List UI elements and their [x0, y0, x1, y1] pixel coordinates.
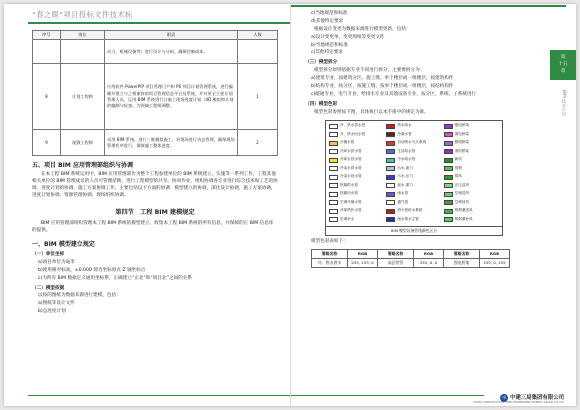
legend-swatch [386, 217, 395, 222]
legend-item [329, 182, 384, 189]
legend-swatch [444, 141, 453, 146]
th-rgb: RGB [414, 249, 444, 258]
legend-swatch [329, 141, 338, 146]
legend-label: 热水给水 [397, 123, 412, 128]
legend-swatch [329, 217, 338, 222]
legend-label: 污水-重力 [397, 165, 413, 170]
legend-item [329, 123, 384, 130]
cell-rgb: 255, 153, 0 [348, 258, 378, 267]
legend-label: 空调补水 [340, 216, 355, 221]
legend-label: 空调回风 [454, 199, 470, 204]
legend-swatch [329, 158, 338, 163]
cell-pipe-name: 高区给管 [378, 258, 414, 267]
legend-label: 排烟兼补风 [454, 216, 473, 221]
cell-count: 2 [238, 130, 278, 156]
legend-item [386, 174, 441, 181]
list-item: b)结构专业，按分区、按施工缝、按单个楼层或一组楼层，按结构构件 [311, 84, 454, 90]
legend-label: 通气管 [397, 199, 409, 204]
legend-item [329, 191, 384, 198]
cell-pipe-name: 冷、热水供水 [312, 258, 348, 267]
cell-rgb: 255, 0, 255 [480, 258, 510, 267]
cell-role: 计划工程师 [61, 64, 105, 130]
legend-label: 冷却水回水管 [340, 157, 362, 162]
legend-item [329, 174, 384, 181]
legend-item [329, 199, 384, 206]
legend-swatch [386, 166, 395, 171]
legend-item [386, 148, 441, 155]
company-logo-icon: 中 [502, 394, 507, 400]
legend-item [444, 123, 499, 130]
legend-swatch [386, 183, 395, 188]
legend-item [444, 140, 499, 147]
th-count: 人数 [238, 31, 278, 40]
subsection-2-intro: 以按的图纸为数据来源进行建模，包括： [38, 293, 121, 299]
legend-item [444, 191, 499, 198]
legend-swatch [444, 192, 453, 197]
legend-swatch [329, 175, 338, 180]
cell-duty: 应用软件 PowerPIP 项目管理门户和 P6 项目计划管理系统，进行编制并建立与之相兼容的项目管理信息平台及系统，并对更全主要计划管理人员，运用 BIM 系统进行计施工现场进度计划（4D 模拟和计划的编制与检查。为领域工程师调整。 [105, 64, 238, 130]
document-spread [4, 4, 576, 406]
th-role: 岗位 [61, 31, 105, 40]
legend-swatch [386, 209, 395, 214]
list-item: d)其他特定要求 [311, 18, 344, 24]
legend-label: 冷、热水供水管 [340, 123, 366, 128]
legend-swatch [386, 132, 395, 137]
legend-swatch [329, 166, 338, 171]
legend-item [444, 182, 499, 189]
left-content [32, 30, 278, 317]
company-logo [473, 394, 564, 405]
th-pipe-name: 管路名称 [312, 249, 348, 258]
legend-swatch [386, 158, 395, 163]
legend-item [386, 165, 441, 172]
legend-swatch [329, 192, 338, 197]
cell-pipe-name: 强电桥架 [444, 258, 480, 267]
cell-count: 1 [238, 64, 278, 130]
legend-swatch [444, 124, 453, 129]
cell-duty: 动力、机械设备等）进行设计与分析，确保控制成本。 [105, 40, 238, 64]
th-duty: 职责 [105, 31, 238, 40]
legend-label: 排烟 [454, 165, 462, 170]
legend-label: 冷却水供水管 [340, 148, 362, 153]
left-page [4, 4, 290, 406]
right-content [305, 10, 548, 268]
side-tab-line: 十五 [558, 61, 568, 67]
side-caption: BIM 技术应用 [562, 90, 567, 116]
legend-swatch [444, 200, 453, 205]
legend-item [386, 182, 441, 189]
legend-item [444, 199, 499, 206]
legend-item [444, 208, 499, 215]
cell-role [61, 40, 105, 64]
legend-label: 冷却塔补水管 [340, 208, 362, 213]
header-rule [28, 22, 290, 24]
legend-label: 消火栓给水系统 [397, 208, 423, 213]
legend-label: 消防桥架 [454, 148, 470, 153]
cell-role: 视频工程师 [61, 130, 105, 156]
legend-swatch [386, 141, 395, 146]
list-item: a)设计变更单、变更图纸等变更文件 [311, 34, 385, 40]
legend-label: 雨水排水主管 [397, 216, 419, 221]
cell-no [33, 40, 61, 64]
legend-swatch [386, 200, 395, 205]
th-pipe-name: 管路名称 [444, 249, 480, 258]
legend-label: 空调冷凝水管 [340, 199, 362, 204]
list-item: c)为所有 BIM 数据定义通用坐标系，正确建立“正北”和“项目北”之间的关系 [38, 275, 192, 281]
legend-label: 排风 [454, 174, 462, 179]
table-row [33, 64, 278, 130]
subsection-1-title: （一）单位坐标 [32, 251, 65, 257]
legend-label: 冷冻水供水管 [340, 165, 362, 170]
legend-swatch [329, 149, 338, 154]
legend-swatch [444, 149, 453, 154]
footer-rule [291, 395, 484, 396]
section-3-title: （三）模型拆分 [305, 60, 338, 66]
legend-item [444, 165, 499, 172]
role-table-header [33, 31, 278, 40]
pipe-table-header [312, 249, 510, 258]
legend-swatch [329, 124, 338, 129]
chapter-4-title: 第四节 工程 BIM 建模规定 [115, 208, 195, 216]
legend-swatch [444, 183, 453, 188]
th-rgb: RGB [348, 249, 378, 258]
legend-label: 强电桥架 [454, 123, 470, 128]
side-tab-line: 第 [560, 55, 566, 60]
table-row [33, 130, 278, 156]
subsection-2-title: （二）模型依据 [32, 285, 65, 291]
section-3-intro: 模型拆分原则依据专业不同进行拆分，主要要拆分为： [314, 68, 425, 74]
section-5-paragraph: 在本工程 BIM 系统运用中，BIM 应用管理部作为整个工程参建单位的 BIM 系统建立、实施等一系列工作，工程其他相关单位的 BIM 管理成员的人员可管理范畴，进行工程模型的共享、协同作业，组织协调各专业进行综合技术和工艺的协调，进度计划的协调，施工方案协调工作。主要包括以下方面的协调：模型建立的协调，深化设计协调，施工方案协调，进度计划协调，资源管理协调，现场组织协调。 [32, 172, 278, 198]
legend-item [386, 191, 441, 198]
cell-duty: 采用 BIM 系统，进行三维模拟施工，对现场进行动态管理，确保现场管理有序进行，保障施工整体进度。 [105, 130, 238, 156]
legend-item [329, 157, 384, 164]
legend-swatch [386, 149, 395, 154]
list-item: b)当地规范和标准 [311, 42, 348, 48]
section-4-intro: 模型色彩参照如下图，具体执行以本手册中的规定为准。 [314, 109, 429, 115]
legend-label: 照明桥架 [454, 140, 470, 145]
list-item: c)当地规范和标准 [311, 11, 348, 16]
header-rule [291, 5, 566, 7]
legend-label: 正压送风 [454, 182, 470, 187]
legend-swatch [329, 200, 338, 205]
header-title: “春之眼”项目投标文件技术标 [32, 10, 133, 19]
list-item: a)图纸等设计文件 [38, 301, 75, 307]
legend-label: 自动喷水灭火系统 [397, 140, 427, 145]
legend-item [386, 140, 441, 147]
legend-item [444, 157, 499, 164]
chapter-4-paragraph: BIM 应用管理部组织管理本工程 BIM 系统的模型建立、收集本工程 BIM 系统的所有信息，并保障的正 BIM 信息库的提供。 [32, 221, 274, 234]
color-legend [325, 120, 503, 236]
legend-label: 冷、热水回水管 [340, 131, 366, 136]
footer-rule [28, 395, 290, 396]
legend-swatch [444, 158, 453, 163]
legend-label: 热媒回水管 [340, 191, 358, 196]
legend-label: 雨水管 [397, 191, 409, 196]
legend-item [329, 131, 384, 138]
legend-label: 热媒供水管 [340, 182, 358, 187]
th-pipe-name: 管路名称 [378, 249, 414, 258]
pipe-color-table [311, 249, 510, 268]
cell-count [238, 40, 278, 64]
section-1-title: 一、BIM 模型建立规定 [32, 240, 95, 248]
change-intro: 根据设计变更为数据来源进行模型更新，包括： [314, 26, 411, 32]
table-row [312, 258, 510, 267]
company-name: 中建三局集团有限公司 [510, 394, 564, 401]
legend-item [329, 140, 384, 147]
legend-swatch [386, 124, 395, 129]
legend-swatch [386, 175, 395, 180]
list-item: c)暖通专业，电气专业，给排水专业及其他设备专业，按分区，系统、子系统进行 [311, 91, 477, 97]
list-item: b)使用相对标高，±0.000 即为坐标原点 Z 轴坐标点 [38, 267, 146, 273]
legend-swatch [444, 175, 453, 180]
legend-label: 中水给水管 [397, 157, 416, 162]
legend-item [444, 216, 499, 223]
legend-swatch [329, 209, 338, 214]
legend-item [386, 131, 441, 138]
right-page [290, 4, 576, 406]
th-no: 序号 [33, 31, 61, 40]
legend-label: 污水-压力 [397, 174, 413, 179]
legend-swatch [444, 166, 453, 171]
legend-label: 空调送风 [454, 191, 470, 196]
legend-swatch [329, 183, 338, 188]
list-item: c)其他特定要求 [311, 50, 343, 56]
cell-no: 8 [33, 64, 61, 130]
legend-item [386, 123, 441, 130]
legend-label: 废水-重力 [397, 182, 413, 187]
legend-swatch [329, 132, 338, 137]
th-rgb: RGB [480, 249, 510, 258]
section-4-title: （四）模型色彩 [305, 101, 338, 107]
legend-label: 弱电桥架 [454, 131, 470, 136]
legend-item [329, 148, 384, 155]
legend-item [329, 216, 384, 223]
legend-swatch [444, 217, 453, 222]
table-caption: 模型色彩表如下： [311, 238, 348, 244]
table-row [33, 40, 278, 64]
legend-item [386, 157, 441, 164]
cell-rgb: 255, 0, 0 [414, 258, 444, 267]
section-5-title: 五、项目 BIM 应用管理部组织与协调 [32, 162, 133, 170]
legend-item [444, 148, 499, 155]
legend-label: 冷凝水管 [397, 131, 412, 136]
legend-label: 冷冻水回水管 [340, 174, 362, 179]
legend-item [444, 131, 499, 138]
side-tab-line: 章 [560, 68, 566, 74]
legend-item [386, 216, 441, 223]
company-name-en: CHINA CONSTRUCTION THIRD ENGINEERING BUREAU GROUP CO.,LTD [473, 401, 564, 405]
list-item: b)总进度计划 [38, 309, 66, 315]
legend-label: 生活给水管 [397, 148, 416, 153]
legend-item [386, 199, 441, 206]
legend-grid [326, 123, 502, 224]
legend-swatch [444, 132, 453, 137]
chapter-side-tab[interactable] [550, 50, 576, 80]
legend-swatch [444, 209, 453, 214]
list-item: a)建筑专业，按建筑分区、施工缝、单个楼层或一组楼层、按建筑构件 [311, 76, 454, 82]
legend-caption: BIM 模型设备管线颜色区分 [326, 226, 502, 235]
legend-item [444, 174, 499, 181]
legend-item [329, 208, 384, 215]
list-item: a)项目单位为毫米 [38, 259, 75, 265]
legend-label: 排烟兼送风 [454, 208, 473, 213]
role-table [32, 30, 278, 156]
legend-swatch [386, 192, 395, 197]
legend-label: 新风 [454, 157, 462, 162]
cell-no: 9 [33, 130, 61, 156]
legend-item [386, 208, 441, 215]
legend-label: 冷凝水管 [340, 140, 355, 145]
legend-item [329, 165, 384, 172]
